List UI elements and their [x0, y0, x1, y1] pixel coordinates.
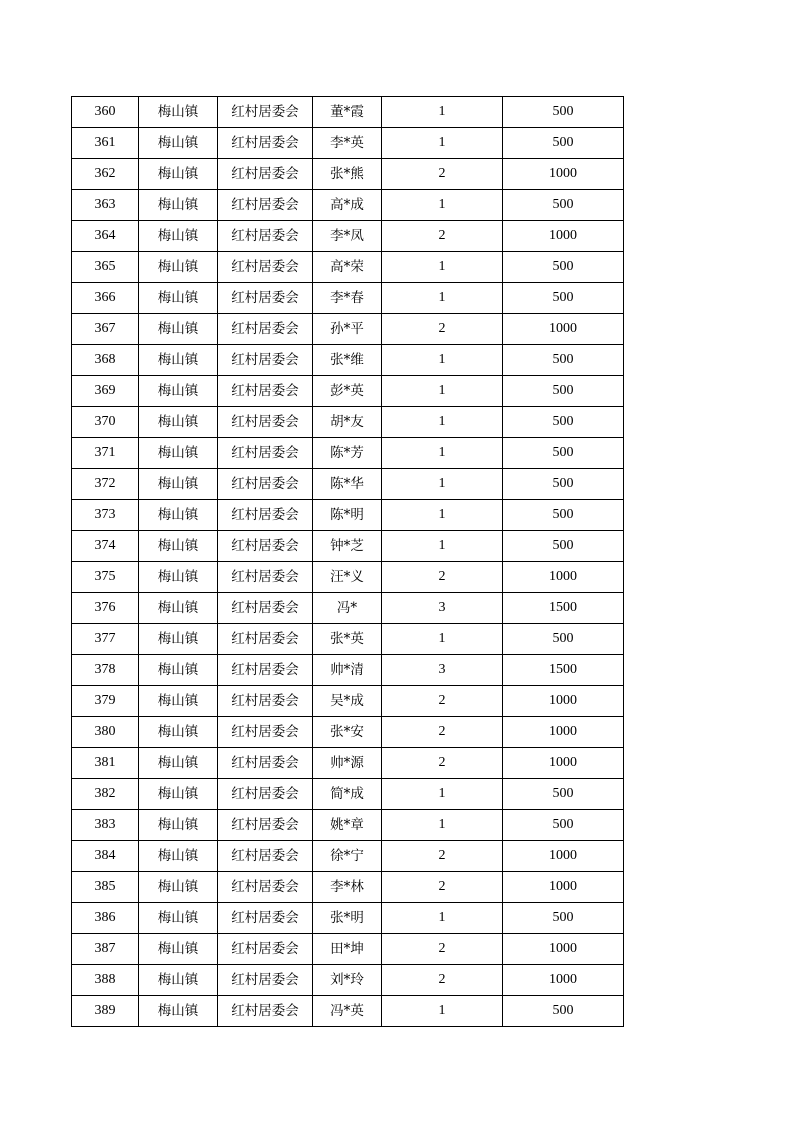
- name-cell: 彭*英: [313, 376, 382, 407]
- committee-cell: 红村居委会: [218, 686, 313, 717]
- committee-cell: 红村居委会: [218, 779, 313, 810]
- table-row: [72, 345, 624, 376]
- amount-cell: 1000: [503, 159, 624, 190]
- town-cell: 梅山镇: [139, 748, 218, 779]
- household-count-cell: 2: [382, 748, 503, 779]
- town-cell: 梅山镇: [139, 779, 218, 810]
- household-count-cell: 1: [382, 190, 503, 221]
- table-row: [72, 717, 624, 748]
- row-number-cell: 385: [72, 872, 139, 903]
- row-number-cell: 374: [72, 531, 139, 562]
- household-count-cell: 2: [382, 221, 503, 252]
- household-count-cell: 1: [382, 376, 503, 407]
- committee-cell: 红村居委会: [218, 655, 313, 686]
- household-count-cell: 1: [382, 407, 503, 438]
- row-number-cell: 373: [72, 500, 139, 531]
- table-row: [72, 965, 624, 996]
- table-row: [72, 748, 624, 779]
- row-number-cell: 383: [72, 810, 139, 841]
- committee-cell: 红村居委会: [218, 252, 313, 283]
- table-row: [72, 314, 624, 345]
- table-row: [72, 283, 624, 314]
- committee-cell: 红村居委会: [218, 841, 313, 872]
- table-row: [72, 190, 624, 221]
- row-number-cell: 376: [72, 593, 139, 624]
- committee-cell: 红村居委会: [218, 469, 313, 500]
- committee-cell: 红村居委会: [218, 531, 313, 562]
- town-cell: 梅山镇: [139, 221, 218, 252]
- town-cell: 梅山镇: [139, 934, 218, 965]
- name-cell: 冯*: [313, 593, 382, 624]
- name-cell: 胡*友: [313, 407, 382, 438]
- household-count-cell: 2: [382, 841, 503, 872]
- row-number-cell: 369: [72, 376, 139, 407]
- name-cell: 简*成: [313, 779, 382, 810]
- row-number-cell: 389: [72, 996, 139, 1027]
- town-cell: 梅山镇: [139, 717, 218, 748]
- name-cell: 帅*源: [313, 748, 382, 779]
- row-number-cell: 377: [72, 624, 139, 655]
- town-cell: 梅山镇: [139, 593, 218, 624]
- household-count-cell: 1: [382, 996, 503, 1027]
- town-cell: 梅山镇: [139, 438, 218, 469]
- row-number-cell: 372: [72, 469, 139, 500]
- committee-cell: 红村居委会: [218, 748, 313, 779]
- town-cell: 梅山镇: [139, 407, 218, 438]
- household-count-cell: 2: [382, 872, 503, 903]
- committee-cell: 红村居委会: [218, 438, 313, 469]
- committee-cell: 红村居委会: [218, 407, 313, 438]
- name-cell: 李*春: [313, 283, 382, 314]
- household-count-cell: 1: [382, 810, 503, 841]
- name-cell: 陈*明: [313, 500, 382, 531]
- household-count-cell: 1: [382, 500, 503, 531]
- household-count-cell: 2: [382, 562, 503, 593]
- row-number-cell: 378: [72, 655, 139, 686]
- town-cell: 梅山镇: [139, 531, 218, 562]
- amount-cell: 1000: [503, 562, 624, 593]
- name-cell: 李*林: [313, 872, 382, 903]
- committee-cell: 红村居委会: [218, 965, 313, 996]
- amount-cell: 1000: [503, 965, 624, 996]
- household-count-cell: 1: [382, 469, 503, 500]
- household-count-cell: 2: [382, 717, 503, 748]
- row-number-cell: 365: [72, 252, 139, 283]
- committee-cell: 红村居委会: [218, 624, 313, 655]
- town-cell: 梅山镇: [139, 376, 218, 407]
- amount-cell: 500: [503, 531, 624, 562]
- table-row: [72, 872, 624, 903]
- amount-cell: 1000: [503, 841, 624, 872]
- committee-cell: 红村居委会: [218, 345, 313, 376]
- name-cell: 高*成: [313, 190, 382, 221]
- amount-cell: 500: [503, 779, 624, 810]
- household-count-cell: 1: [382, 903, 503, 934]
- row-number-cell: 361: [72, 128, 139, 159]
- amount-cell: 500: [503, 996, 624, 1027]
- name-cell: 李*凤: [313, 221, 382, 252]
- name-cell: 李*英: [313, 128, 382, 159]
- name-cell: 吴*成: [313, 686, 382, 717]
- amount-cell: 500: [503, 283, 624, 314]
- amount-cell: 1000: [503, 686, 624, 717]
- row-number-cell: 384: [72, 841, 139, 872]
- town-cell: 梅山镇: [139, 500, 218, 531]
- table-row: [72, 469, 624, 500]
- amount-cell: 500: [503, 97, 624, 128]
- amount-cell: 500: [503, 500, 624, 531]
- table-row: [72, 438, 624, 469]
- name-cell: 张*熊: [313, 159, 382, 190]
- name-cell: 陈*芳: [313, 438, 382, 469]
- town-cell: 梅山镇: [139, 97, 218, 128]
- table-row: [72, 407, 624, 438]
- row-number-cell: 362: [72, 159, 139, 190]
- amount-cell: 1000: [503, 314, 624, 345]
- committee-cell: 红村居委会: [218, 934, 313, 965]
- town-cell: 梅山镇: [139, 128, 218, 159]
- name-cell: 张*明: [313, 903, 382, 934]
- row-number-cell: 366: [72, 283, 139, 314]
- amount-cell: 500: [503, 345, 624, 376]
- row-number-cell: 387: [72, 934, 139, 965]
- table-row: [72, 593, 624, 624]
- table-row: [72, 996, 624, 1027]
- name-cell: 钟*芝: [313, 531, 382, 562]
- table-row: [72, 221, 624, 252]
- household-count-cell: 3: [382, 655, 503, 686]
- name-cell: 田*坤: [313, 934, 382, 965]
- amount-cell: 1500: [503, 593, 624, 624]
- row-number-cell: 381: [72, 748, 139, 779]
- table-row: [72, 686, 624, 717]
- name-cell: 孙*平: [313, 314, 382, 345]
- row-number-cell: 379: [72, 686, 139, 717]
- amount-cell: 1000: [503, 872, 624, 903]
- table-row: [72, 562, 624, 593]
- amount-cell: 1000: [503, 717, 624, 748]
- household-count-cell: 1: [382, 531, 503, 562]
- town-cell: 梅山镇: [139, 190, 218, 221]
- name-cell: 姚*章: [313, 810, 382, 841]
- name-cell: 张*安: [313, 717, 382, 748]
- table-row: [72, 903, 624, 934]
- amount-cell: 500: [503, 438, 624, 469]
- amount-cell: 1000: [503, 221, 624, 252]
- table-row: [72, 252, 624, 283]
- table-row: [72, 500, 624, 531]
- household-count-cell: 2: [382, 686, 503, 717]
- row-number-cell: 386: [72, 903, 139, 934]
- town-cell: 梅山镇: [139, 872, 218, 903]
- town-cell: 梅山镇: [139, 624, 218, 655]
- household-count-cell: 2: [382, 314, 503, 345]
- committee-cell: 红村居委会: [218, 128, 313, 159]
- household-count-cell: 1: [382, 283, 503, 314]
- committee-cell: 红村居委会: [218, 190, 313, 221]
- town-cell: 梅山镇: [139, 159, 218, 190]
- name-cell: 刘*玲: [313, 965, 382, 996]
- name-cell: 董*霞: [313, 97, 382, 128]
- table-row: [72, 531, 624, 562]
- household-count-cell: 1: [382, 438, 503, 469]
- name-cell: 张*英: [313, 624, 382, 655]
- committee-cell: 红村居委会: [218, 221, 313, 252]
- amount-cell: 500: [503, 903, 624, 934]
- town-cell: 梅山镇: [139, 810, 218, 841]
- committee-cell: 红村居委会: [218, 159, 313, 190]
- household-count-cell: 2: [382, 965, 503, 996]
- committee-cell: 红村居委会: [218, 500, 313, 531]
- town-cell: 梅山镇: [139, 345, 218, 376]
- committee-cell: 红村居委会: [218, 314, 313, 345]
- amount-cell: 500: [503, 624, 624, 655]
- table-body: [72, 97, 624, 1027]
- table-row: [72, 810, 624, 841]
- household-count-cell: 1: [382, 128, 503, 159]
- committee-cell: 红村居委会: [218, 810, 313, 841]
- table-row: [72, 934, 624, 965]
- beneficiary-table: [71, 96, 624, 1027]
- household-count-cell: 1: [382, 97, 503, 128]
- table-row: [72, 159, 624, 190]
- row-number-cell: 388: [72, 965, 139, 996]
- household-count-cell: 1: [382, 779, 503, 810]
- row-number-cell: 382: [72, 779, 139, 810]
- household-count-cell: 1: [382, 624, 503, 655]
- household-count-cell: 3: [382, 593, 503, 624]
- amount-cell: 500: [503, 469, 624, 500]
- town-cell: 梅山镇: [139, 469, 218, 500]
- town-cell: 梅山镇: [139, 841, 218, 872]
- amount-cell: 500: [503, 407, 624, 438]
- row-number-cell: 370: [72, 407, 139, 438]
- row-number-cell: 363: [72, 190, 139, 221]
- committee-cell: 红村居委会: [218, 717, 313, 748]
- table-row: [72, 376, 624, 407]
- table-row: [72, 128, 624, 159]
- table-row: [72, 624, 624, 655]
- amount-cell: 1000: [503, 748, 624, 779]
- name-cell: 高*荣: [313, 252, 382, 283]
- town-cell: 梅山镇: [139, 965, 218, 996]
- amount-cell: 1000: [503, 934, 624, 965]
- town-cell: 梅山镇: [139, 252, 218, 283]
- household-count-cell: 1: [382, 252, 503, 283]
- town-cell: 梅山镇: [139, 314, 218, 345]
- amount-cell: 1500: [503, 655, 624, 686]
- row-number-cell: 368: [72, 345, 139, 376]
- name-cell: 徐*宁: [313, 841, 382, 872]
- table-row: [72, 655, 624, 686]
- household-count-cell: 1: [382, 345, 503, 376]
- row-number-cell: 364: [72, 221, 139, 252]
- town-cell: 梅山镇: [139, 903, 218, 934]
- name-cell: 陈*华: [313, 469, 382, 500]
- name-cell: 张*维: [313, 345, 382, 376]
- amount-cell: 500: [503, 252, 624, 283]
- row-number-cell: 380: [72, 717, 139, 748]
- amount-cell: 500: [503, 810, 624, 841]
- table-row: [72, 97, 624, 128]
- row-number-cell: 375: [72, 562, 139, 593]
- table-row: [72, 841, 624, 872]
- household-count-cell: 2: [382, 934, 503, 965]
- committee-cell: 红村居委会: [218, 283, 313, 314]
- row-number-cell: 371: [72, 438, 139, 469]
- name-cell: 帅*清: [313, 655, 382, 686]
- amount-cell: 500: [503, 376, 624, 407]
- town-cell: 梅山镇: [139, 283, 218, 314]
- committee-cell: 红村居委会: [218, 872, 313, 903]
- name-cell: 汪*义: [313, 562, 382, 593]
- committee-cell: 红村居委会: [218, 376, 313, 407]
- row-number-cell: 360: [72, 97, 139, 128]
- committee-cell: 红村居委会: [218, 903, 313, 934]
- committee-cell: 红村居委会: [218, 97, 313, 128]
- town-cell: 梅山镇: [139, 655, 218, 686]
- amount-cell: 500: [503, 128, 624, 159]
- name-cell: 冯*英: [313, 996, 382, 1027]
- table-row: [72, 779, 624, 810]
- committee-cell: 红村居委会: [218, 562, 313, 593]
- town-cell: 梅山镇: [139, 996, 218, 1027]
- town-cell: 梅山镇: [139, 562, 218, 593]
- row-number-cell: 367: [72, 314, 139, 345]
- amount-cell: 500: [503, 190, 624, 221]
- committee-cell: 红村居委会: [218, 996, 313, 1027]
- committee-cell: 红村居委会: [218, 593, 313, 624]
- town-cell: 梅山镇: [139, 686, 218, 717]
- household-count-cell: 2: [382, 159, 503, 190]
